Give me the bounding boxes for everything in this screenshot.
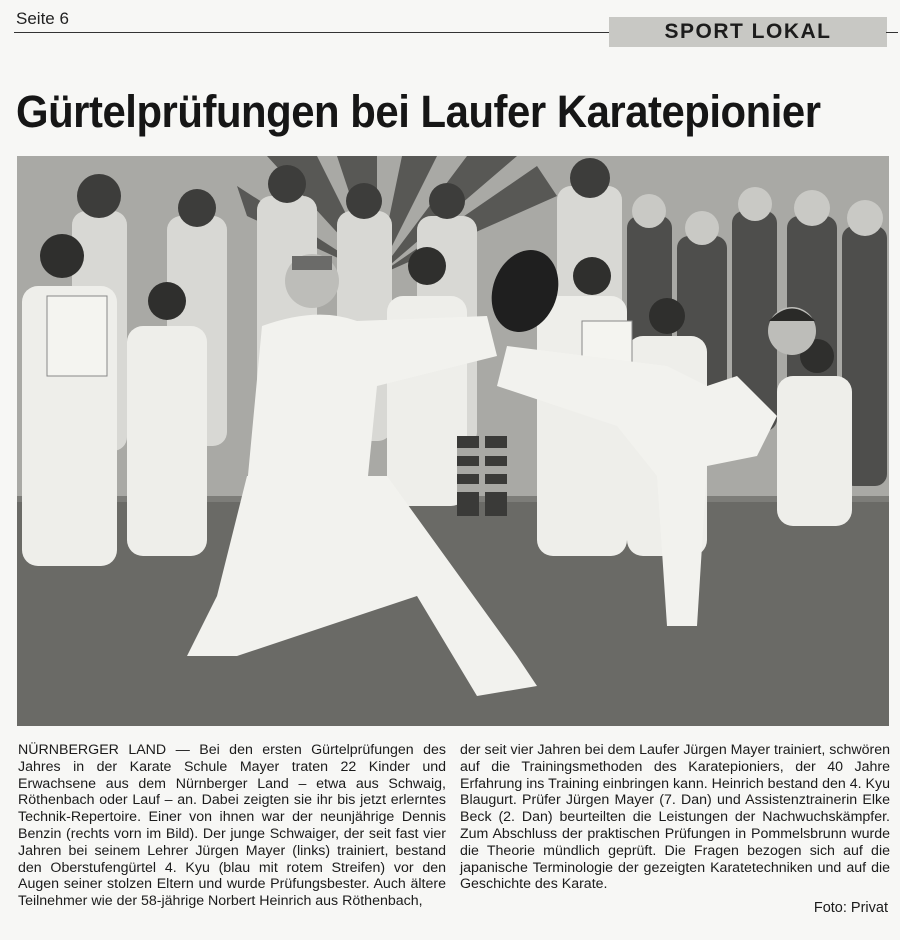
article-photo (17, 156, 889, 726)
article-headline: Gürtelprüfungen bei Laufer Karatepionier (16, 86, 821, 137)
karate-group-photo-icon (17, 156, 889, 726)
header-rule (14, 32, 610, 33)
photo-credit: Foto: Privat (813, 900, 888, 916)
article-column-left: NÜRNBERGER LAND — Bei den ersten Gürtelprüfungen des Jahres in der Karate Schule Mayer traten 22 Kinder und Erwachsene aus dem Nürnberger Land – etwa aus Schwaig, Röthenbach oder Lauf – an. Dabei zeigten sie ihr bis jetzt erlerntes Technik-Repertoire. Einer von ihnen war der neunjährige Dennis Benzin (rechts vorn im Bild). Der junge Schwaiger, der seit fast vier Jahren bei seinem Lehrer Jürgen Mayer (links) trainiert, bestand den Oberstufengürtel 4. Kyu (blau mit rotem Streifen) vor den Augen seiner stolzen Eltern und wurde Prüfungsbester. Auch ältere Teilnehmer wie der 58-jährige Norbert Heinrich aus Röthenbach, (18, 742, 446, 910)
article-column-right: der seit vier Jahren bei dem Laufer Jürgen Mayer trainiert, schwören auf die Trainingsmethoden des Karatepioniers, der 40 Jahre Erfahrung ins Training einbringen kann. Heinrich bestand den 4. Kyu Blaugurt. Prüfer Jürgen Mayer (7. Dan) und Assistenztrainerin Elke Beck (2. Dan) beurteilten die Leistungen der Nachwuchskämpfer. Zum Abschluss der praktischen Prüfungen in Pommelsbrunn wurde die Theorie mündlich geprüft. Die Fragen bezogen sich auf die japanische Terminologie der gezeigten Karatetechniken und auf die Geschichte des Karate. (460, 742, 890, 893)
header-rule-right (886, 32, 898, 33)
page-number: Seite 6 (16, 9, 69, 28)
section-badge: SPORT LOKAL (609, 17, 887, 47)
